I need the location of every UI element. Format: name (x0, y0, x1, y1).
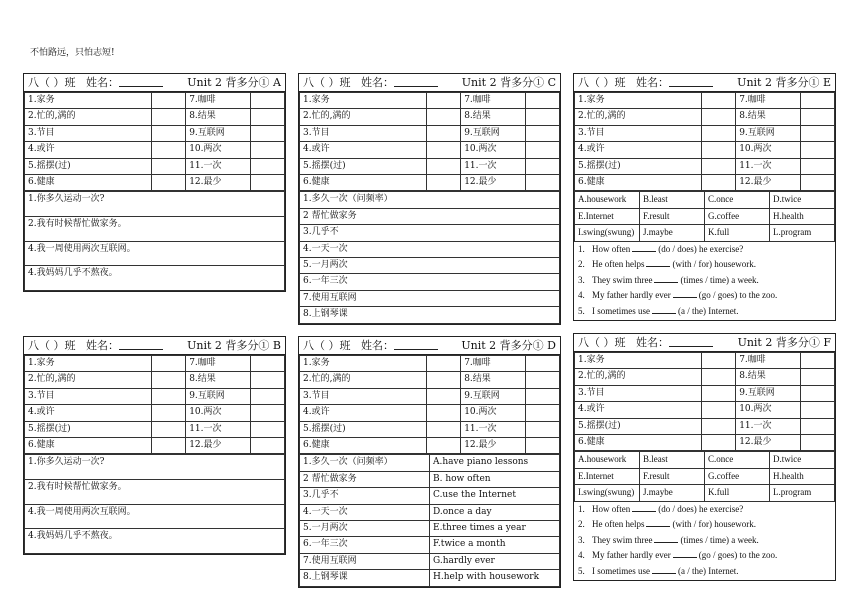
worksheet-card-c (298, 73, 561, 325)
vocab-prompt: 5.摇摆(过) (575, 418, 702, 434)
answer-cell[interactable] (251, 388, 285, 404)
answer-cell[interactable] (427, 421, 461, 437)
card-title: Unit 2 背多分① F (737, 336, 831, 349)
sentence-item: 3. They swim three (times / time) a week. (578, 274, 759, 285)
phrase-prompt: 5.一月两次 (300, 521, 430, 537)
vocab-prompt: 1.家务 (575, 93, 702, 109)
name-blank[interactable] (394, 338, 438, 350)
card-header (299, 74, 560, 92)
vocab-prompt: 8.结果 (186, 109, 251, 125)
answer-cell[interactable] (427, 158, 461, 174)
word-option: H.health (770, 208, 835, 224)
word-option: F.result (640, 208, 705, 224)
vocab-prompt: 12.最少 (461, 175, 526, 191)
card-title: Unit 2 背多分① B (187, 339, 281, 352)
vocab-prompt: 9.互联网 (461, 388, 526, 404)
phrase-prompt: 3.几乎不 (300, 488, 430, 504)
vocab-prompt: 7.咖啡 (186, 356, 251, 372)
match-option[interactable]: D.once a day (430, 504, 560, 520)
card-title: Unit 2 背多分① A (187, 76, 281, 89)
answer-cell[interactable] (152, 438, 186, 454)
answer-cell[interactable] (427, 372, 461, 388)
fill-blank[interactable] (654, 533, 678, 543)
vocab-prompt: 5.摇摆(过) (25, 421, 152, 437)
answer-cell[interactable] (526, 356, 560, 372)
answer-cell[interactable] (152, 388, 186, 404)
answer-cell[interactable] (702, 125, 736, 141)
answer-cell[interactable] (526, 93, 560, 109)
vocab-prompt: 6.健康 (575, 435, 702, 451)
class-label: 八（ ）班 (28, 76, 76, 89)
word-option: B.least (640, 192, 705, 208)
answer-cell[interactable] (702, 402, 736, 418)
answer-cell[interactable] (251, 438, 285, 454)
fill-blank[interactable] (654, 273, 678, 283)
fill-blank[interactable] (652, 564, 676, 574)
word-option: A.housework (575, 192, 640, 208)
answer-cell[interactable] (801, 418, 835, 434)
answer-cell[interactable] (152, 405, 186, 421)
vocab-prompt: 2.忙的,满的 (25, 109, 152, 125)
word-option: C.once (705, 452, 770, 468)
worksheet-card-e (573, 73, 836, 321)
answer-cell[interactable] (702, 109, 736, 125)
vocab-prompt: 6.健康 (25, 175, 152, 191)
vocab-prompt: 12.最少 (186, 438, 251, 454)
vocab-prompt: 7.咖啡 (461, 356, 526, 372)
answer-cell[interactable] (251, 93, 285, 109)
vocab-prompt: 1.家务 (25, 93, 152, 109)
card-title: Unit 2 背多分① E (737, 76, 831, 89)
translation-prompt[interactable]: 4.我妈妈几乎不熬夜。 (25, 266, 285, 291)
name-blank[interactable] (669, 335, 713, 347)
card-header (24, 74, 285, 92)
sentence-item: 3. They swim three (times / time) a week. (578, 534, 759, 545)
vocab-prompt: 4.或许 (575, 142, 702, 158)
answer-cell[interactable] (251, 356, 285, 372)
name-label: 姓名： (86, 76, 119, 89)
vocab-prompt: 2.忙的,满的 (25, 372, 152, 388)
matching-table (299, 454, 560, 586)
vocab-prompt: 9.互联网 (186, 388, 251, 404)
sentence-item: 2. He often helps (with / for) housework. (578, 519, 756, 530)
answer-cell[interactable] (526, 175, 560, 191)
answer-cell[interactable] (702, 435, 736, 451)
answer-cell[interactable] (251, 125, 285, 141)
match-option[interactable]: F.twice a month (430, 537, 560, 553)
class-label: 八（ ）班 (578, 76, 626, 89)
vocab-prompt: 10.两次 (186, 405, 251, 421)
word-option: K.full (705, 485, 770, 501)
answer-cell[interactable] (801, 158, 835, 174)
answer-cell[interactable] (526, 438, 560, 454)
word-option: D.twice (770, 192, 835, 208)
vocab-prompt: 3.节目 (25, 388, 152, 404)
phrase-prompt[interactable]: 7.使用互联网 (300, 290, 560, 306)
vocab-table (299, 355, 560, 454)
name-label: 姓名： (361, 76, 394, 89)
name-label: 姓名： (86, 339, 119, 352)
word-option: L.program (770, 225, 835, 241)
worksheet-card-f (573, 333, 836, 581)
answer-cell[interactable] (152, 158, 186, 174)
card-title: Unit 2 背多分① D (461, 339, 556, 352)
phrase-prompt[interactable]: 1.多久一次（问频率） (300, 192, 560, 208)
word-option: I.swing(swung) (575, 225, 640, 241)
translation-prompt[interactable]: 1.你多久运动一次? (25, 455, 285, 480)
phrase-prompt[interactable]: 4.一天一次 (300, 241, 560, 257)
card-header (299, 337, 560, 355)
vocab-prompt: 4.或许 (25, 405, 152, 421)
answer-cell[interactable] (526, 158, 560, 174)
sentence-item: 1. How often (do / does) he exercise? (578, 243, 744, 254)
worksheet-card-d (298, 336, 561, 588)
word-option: I.swing(swung) (575, 485, 640, 501)
translation-prompt[interactable]: 4.我一周使用两次互联网。 (25, 504, 285, 529)
answer-cell[interactable] (526, 125, 560, 141)
answer-cell[interactable] (526, 372, 560, 388)
card-header (574, 334, 835, 352)
answer-cell[interactable] (152, 125, 186, 141)
phrase-prompt[interactable]: 5.一月两次 (300, 258, 560, 274)
vocab-prompt: 3.节目 (575, 385, 702, 401)
match-option[interactable]: C.use the Internet (430, 488, 560, 504)
phrase-prompt: 8.上钢琴课 (300, 570, 430, 586)
answer-cell[interactable] (251, 158, 285, 174)
word-option: H.health (770, 468, 835, 484)
answer-cell[interactable] (702, 369, 736, 385)
vocab-prompt: 8.结果 (461, 372, 526, 388)
vocab-prompt: 1.家务 (575, 353, 702, 369)
name-blank[interactable] (119, 75, 163, 87)
sentence-item: 5. I sometimes use (a / the) Internet. (578, 306, 739, 317)
vocab-prompt: 6.健康 (300, 175, 427, 191)
word-options-table (574, 451, 835, 501)
match-option[interactable]: B. how often (430, 471, 560, 487)
answer-cell[interactable] (427, 438, 461, 454)
answer-cell[interactable] (427, 405, 461, 421)
translation-prompt[interactable]: 4.我妈妈几乎不熬夜。 (25, 529, 285, 554)
card-title: Unit 2 背多分① C (461, 76, 556, 89)
name-blank[interactable] (394, 75, 438, 87)
sentence-item: 4. My father hardly ever (go / goes) to the zoo. (578, 550, 778, 561)
answer-cell[interactable] (702, 175, 736, 191)
vocab-prompt: 3.节目 (25, 125, 152, 141)
answer-cell[interactable] (427, 388, 461, 404)
translation-prompt[interactable]: 1.你多久运动一次? (25, 192, 285, 217)
word-options-table (574, 191, 835, 241)
vocab-prompt: 12.最少 (736, 435, 801, 451)
vocab-prompt: 11.一次 (736, 418, 801, 434)
word-option: E.Internet (575, 208, 640, 224)
phrase-prompt: 6.一年三次 (300, 537, 430, 553)
answer-cell[interactable] (702, 142, 736, 158)
fill-blank[interactable] (646, 517, 670, 527)
vocab-prompt: 11.一次 (736, 158, 801, 174)
vocab-prompt: 5.摇摆(过) (300, 421, 427, 437)
answer-cell[interactable] (152, 356, 186, 372)
vocab-prompt: 11.一次 (186, 421, 251, 437)
phrase-prompt[interactable]: 2 帮忙做家务 (300, 208, 560, 224)
sentence-item: 1. How often (do / does) he exercise? (578, 503, 744, 514)
answer-cell[interactable] (801, 402, 835, 418)
vocab-prompt: 3.节目 (575, 125, 702, 141)
vocab-table (24, 92, 285, 191)
vocab-prompt: 2.忙的,满的 (575, 369, 702, 385)
class-label: 八（ ）班 (303, 339, 351, 352)
word-option: J.maybe (640, 225, 705, 241)
sentence-list (574, 502, 835, 580)
answer-cell[interactable] (251, 109, 285, 125)
word-option: C.once (705, 192, 770, 208)
motto: 不怕路远，只怕志短! (30, 48, 115, 58)
vocab-prompt: 10.两次 (736, 142, 801, 158)
match-option[interactable]: H.help with housework (430, 570, 560, 586)
word-option: B.least (640, 452, 705, 468)
worksheet-card-b (23, 336, 286, 555)
answer-cell[interactable] (801, 435, 835, 451)
answer-cell[interactable] (152, 109, 186, 125)
vocab-prompt: 10.两次 (461, 142, 526, 158)
vocab-prompt: 10.两次 (186, 142, 251, 158)
answer-cell[interactable] (702, 353, 736, 369)
phrase-prompt: 2 帮忙做家务 (300, 471, 430, 487)
answer-cell[interactable] (526, 421, 560, 437)
word-option: K.full (705, 225, 770, 241)
vocab-prompt: 4.或许 (300, 142, 427, 158)
sentence-item: 2. He often helps (with / for) housework. (578, 259, 756, 270)
name-label: 姓名： (361, 339, 394, 352)
answer-cell[interactable] (801, 369, 835, 385)
answer-cell[interactable] (152, 93, 186, 109)
answer-cell[interactable] (427, 356, 461, 372)
match-option[interactable]: E.three times a year (430, 521, 560, 537)
class-label: 八（ ）班 (303, 76, 351, 89)
answer-cell[interactable] (801, 353, 835, 369)
vocab-prompt: 7.咖啡 (186, 93, 251, 109)
fill-blank[interactable] (632, 242, 656, 252)
word-option: J.maybe (640, 485, 705, 501)
vocab-prompt: 3.节目 (300, 388, 427, 404)
word-option: D.twice (770, 452, 835, 468)
vocab-prompt: 11.一次 (461, 421, 526, 437)
word-option: G.coffee (705, 208, 770, 224)
name-blank[interactable] (669, 75, 713, 87)
answer-cell[interactable] (427, 93, 461, 109)
answer-cell[interactable] (152, 175, 186, 191)
vocab-prompt: 10.两次 (461, 405, 526, 421)
vocab-prompt: 2.忙的,满的 (300, 372, 427, 388)
word-option: F.result (640, 468, 705, 484)
fill-blank[interactable] (646, 257, 670, 267)
word-option: G.coffee (705, 468, 770, 484)
answer-cell[interactable] (526, 388, 560, 404)
vocab-prompt: 1.家务 (300, 93, 427, 109)
answer-cell[interactable] (702, 93, 736, 109)
answer-cell[interactable] (251, 175, 285, 191)
answer-cell[interactable] (801, 385, 835, 401)
answer-cell[interactable] (251, 421, 285, 437)
class-label: 八（ ）班 (578, 336, 626, 349)
vocab-table (574, 92, 835, 191)
vocab-prompt: 4.或许 (575, 402, 702, 418)
vocab-prompt: 8.结果 (461, 109, 526, 125)
answer-cell[interactable] (152, 372, 186, 388)
name-label: 姓名： (636, 76, 669, 89)
answer-cell[interactable] (801, 175, 835, 191)
fill-blank[interactable] (673, 548, 697, 558)
name-blank[interactable] (119, 338, 163, 350)
answer-cell[interactable] (251, 405, 285, 421)
phrase-prompt[interactable]: 8.上钢琴课 (300, 307, 560, 323)
vocab-prompt: 9.互联网 (461, 125, 526, 141)
vocab-prompt: 4.或许 (300, 405, 427, 421)
vocab-prompt: 6.健康 (25, 438, 152, 454)
phrase-prompt[interactable]: 6.一年三次 (300, 274, 560, 290)
sentence-item: 4. My father hardly ever (go / goes) to the zoo. (578, 290, 778, 301)
vocab-prompt: 7.咖啡 (461, 93, 526, 109)
vocab-prompt: 1.家务 (300, 356, 427, 372)
phrase-table (299, 191, 560, 323)
translation-prompt[interactable]: 2.我有时候帮忙做家务。 (25, 480, 285, 505)
translation-table (24, 191, 285, 290)
card-header (574, 74, 835, 92)
phrase-prompt: 4.一天一次 (300, 504, 430, 520)
vocab-prompt: 5.摇摆(过) (300, 158, 427, 174)
translation-table (24, 454, 285, 553)
vocab-prompt: 5.摇摆(过) (575, 158, 702, 174)
vocab-prompt: 7.咖啡 (736, 353, 801, 369)
answer-cell[interactable] (251, 372, 285, 388)
match-option[interactable]: G.hardly ever (430, 553, 560, 569)
vocab-prompt: 8.结果 (186, 372, 251, 388)
vocab-prompt: 12.最少 (736, 175, 801, 191)
card-header (24, 337, 285, 355)
phrase-prompt[interactable]: 3.几乎不 (300, 225, 560, 241)
answer-cell[interactable] (152, 142, 186, 158)
vocab-prompt: 2.忙的,满的 (300, 109, 427, 125)
vocab-prompt: 9.互联网 (186, 125, 251, 141)
name-label: 姓名： (636, 336, 669, 349)
fill-blank[interactable] (673, 288, 697, 298)
word-option: E.Internet (575, 468, 640, 484)
fill-blank[interactable] (652, 304, 676, 314)
answer-cell[interactable] (152, 421, 186, 437)
vocab-prompt: 9.互联网 (736, 385, 801, 401)
vocab-prompt: 4.或许 (25, 142, 152, 158)
answer-cell[interactable] (801, 109, 835, 125)
vocab-prompt: 7.咖啡 (736, 93, 801, 109)
translation-prompt[interactable]: 4.我一周使用两次互联网。 (25, 241, 285, 266)
vocab-prompt: 6.健康 (575, 175, 702, 191)
vocab-prompt: 11.一次 (186, 158, 251, 174)
fill-blank[interactable] (632, 502, 656, 512)
sentence-list (574, 242, 835, 320)
phrase-prompt: 7.使用互联网 (300, 553, 430, 569)
answer-cell[interactable] (801, 142, 835, 158)
answer-cell[interactable] (427, 109, 461, 125)
worksheet-card-a (23, 73, 286, 292)
answer-cell[interactable] (702, 418, 736, 434)
vocab-table (574, 352, 835, 451)
vocab-prompt: 5.摇摆(过) (25, 158, 152, 174)
vocab-prompt: 3.节目 (300, 125, 427, 141)
vocab-prompt: 8.结果 (736, 369, 801, 385)
vocab-table (24, 355, 285, 454)
answer-cell[interactable] (251, 142, 285, 158)
answer-cell[interactable] (427, 125, 461, 141)
answer-cell[interactable] (702, 158, 736, 174)
class-label: 八（ ）班 (28, 339, 76, 352)
answer-cell[interactable] (801, 93, 835, 109)
answer-cell[interactable] (801, 125, 835, 141)
translation-prompt[interactable]: 2.我有时候帮忙做家务。 (25, 217, 285, 242)
answer-cell[interactable] (526, 405, 560, 421)
word-option: A.housework (575, 452, 640, 468)
vocab-table (299, 92, 560, 191)
match-option[interactable]: A.have piano lessons (430, 455, 560, 471)
answer-cell[interactable] (702, 385, 736, 401)
vocab-prompt: 11.一次 (461, 158, 526, 174)
word-option: L.program (770, 485, 835, 501)
vocab-prompt: 1.家务 (25, 356, 152, 372)
vocab-prompt: 12.最少 (186, 175, 251, 191)
vocab-prompt: 9.互联网 (736, 125, 801, 141)
answer-cell[interactable] (427, 175, 461, 191)
answer-cell[interactable] (526, 109, 560, 125)
vocab-prompt: 6.健康 (300, 438, 427, 454)
vocab-prompt: 2.忙的,满的 (575, 109, 702, 125)
vocab-prompt: 12.最少 (461, 438, 526, 454)
vocab-prompt: 10.两次 (736, 402, 801, 418)
phrase-prompt: 1.多久一次（问频率） (300, 455, 430, 471)
vocab-prompt: 8.结果 (736, 109, 801, 125)
sentence-item: 5. I sometimes use (a / the) Internet. (578, 566, 739, 577)
answer-cell[interactable] (526, 142, 560, 158)
answer-cell[interactable] (427, 142, 461, 158)
